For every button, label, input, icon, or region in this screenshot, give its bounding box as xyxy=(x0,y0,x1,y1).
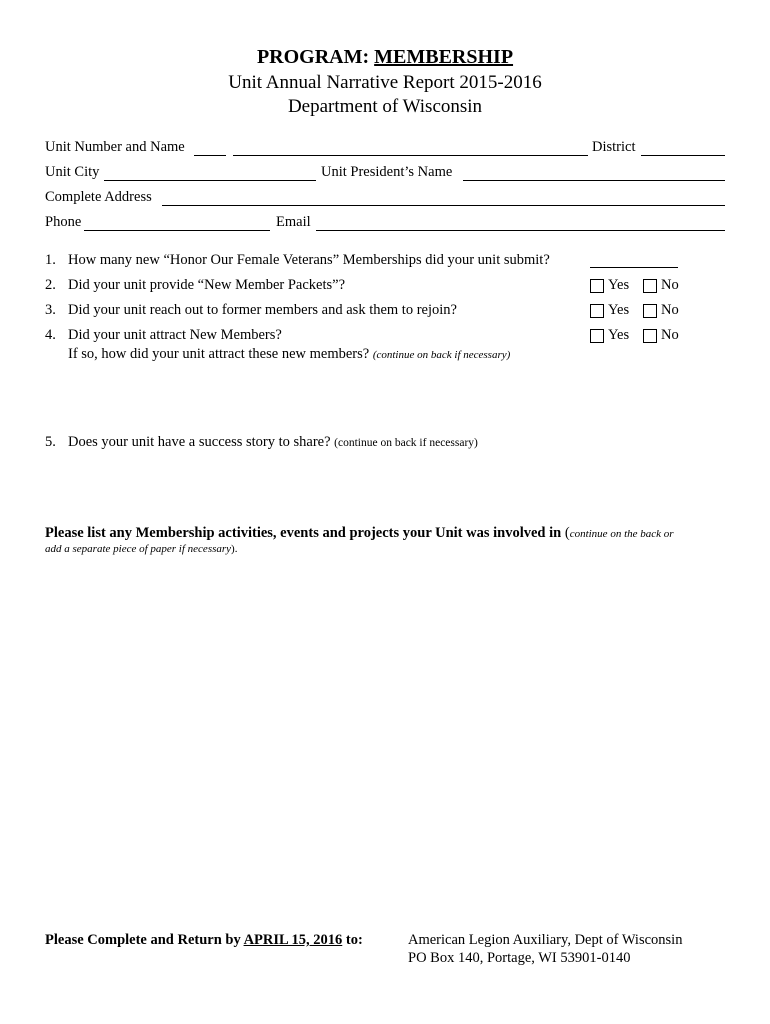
report-subtitle: Unit Annual Narrative Report 2015-2016 xyxy=(228,72,542,93)
page-title xyxy=(0,46,770,69)
activities-note-close: ). xyxy=(231,543,238,555)
question-5-number: 5. xyxy=(45,434,56,450)
return-date: APRIL 15, 2016 xyxy=(243,932,343,948)
question-4-no-checkbox[interactable] xyxy=(643,329,657,343)
question-3-no-label: No xyxy=(661,302,679,318)
activities-prompt-text: Please list any Membership activities, events and projects your Unit was involved in xyxy=(45,525,562,541)
district-field[interactable] xyxy=(641,155,725,156)
question-4-yes-label: Yes xyxy=(608,327,630,343)
question-2-no-label: No xyxy=(661,277,679,293)
department-name: Department of Wisconsin xyxy=(287,96,483,117)
question-4-no-label: No xyxy=(661,327,679,343)
question-3-number: 3. xyxy=(45,302,56,318)
question-3-yes-checkbox[interactable] xyxy=(590,304,604,318)
program-prefix: PROGRAM: xyxy=(256,46,375,68)
question-3-no-checkbox[interactable] xyxy=(643,304,657,318)
question-5-text: Does your unit have a success story to share? xyxy=(68,434,335,450)
email-label: Email xyxy=(276,214,311,230)
question-2-yes-checkbox[interactable] xyxy=(590,279,604,293)
question-1-number: 1. xyxy=(45,252,56,268)
return-prefix: Please Complete and Return by xyxy=(45,932,244,948)
complete-address-field[interactable] xyxy=(162,205,725,206)
complete-address-label: Complete Address xyxy=(45,189,152,205)
unit-city-label: Unit City xyxy=(45,164,100,180)
phone-label: Phone xyxy=(45,214,82,230)
unit-number-name-label: Unit Number and Name xyxy=(45,139,185,155)
return-instructions xyxy=(45,932,363,949)
question-2-text: Did your unit provide “New Member Packets”? xyxy=(68,277,346,293)
activities-prompt xyxy=(45,525,674,542)
question-1-answer-field[interactable] xyxy=(590,267,678,268)
activities-note-continued xyxy=(45,543,237,555)
phone-field[interactable] xyxy=(84,230,270,231)
unit-name-field[interactable] xyxy=(233,155,588,156)
question-2-yes-label: Yes xyxy=(608,277,630,293)
district-label: District xyxy=(592,139,636,155)
question-5-note: (continue on back if necessary) xyxy=(334,437,478,449)
activities-note-open: ( xyxy=(561,525,570,541)
question-4-followup-note: (continue on back if necessary) xyxy=(372,349,511,361)
question-3-yes-label: Yes xyxy=(608,302,630,318)
activities-note-line1: continue on the back or xyxy=(569,528,674,540)
return-org-address: PO Box 140, Portage, WI 53901-0140 xyxy=(408,950,631,966)
unit-city-field[interactable] xyxy=(104,180,316,181)
unit-president-label: Unit President’s Name xyxy=(321,164,453,180)
question-4-yes-checkbox[interactable] xyxy=(590,329,604,343)
question-4-followup-text: If so, how did your unit attract these new members? xyxy=(68,346,373,362)
activities-note-line2: add a separate piece of paper if necessary xyxy=(45,543,232,555)
question-4-number: 4. xyxy=(45,327,56,343)
question-2-number: 2. xyxy=(45,277,56,293)
unit-president-field[interactable] xyxy=(463,180,725,181)
question-1-text: How many new “Honor Our Female Veterans” Memberships did your unit submit? xyxy=(68,252,550,268)
question-3-text: Did your unit reach out to former members and ask them to rejoin? xyxy=(68,302,457,318)
question-4-text: Did your unit attract New Members? xyxy=(68,327,282,343)
return-org-name: American Legion Auxiliary, Dept of Wisconsin xyxy=(408,932,683,948)
question-5 xyxy=(68,434,478,451)
unit-number-field[interactable] xyxy=(194,155,226,156)
email-field[interactable] xyxy=(316,230,725,231)
question-4-followup xyxy=(68,346,510,363)
question-2-no-checkbox[interactable] xyxy=(643,279,657,293)
return-suffix: to: xyxy=(342,932,363,948)
program-name: MEMBERSHIP xyxy=(374,46,514,68)
